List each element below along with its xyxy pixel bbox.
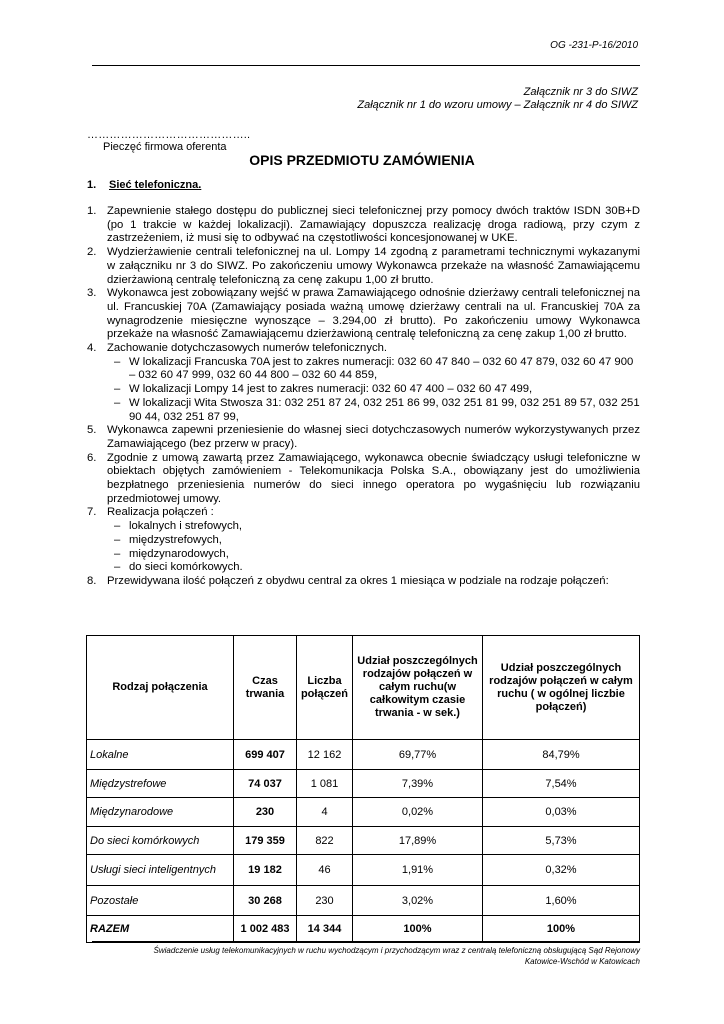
call-type-cell: Usługi sieci inteligentnych: [87, 855, 234, 886]
call-type: – międzynarodowych,: [114, 547, 229, 560]
total-label: RAZEM: [87, 916, 234, 943]
table-header-row: [87, 636, 640, 740]
call-type: – lokalnych i strefowych,: [114, 520, 243, 533]
dash-bullet: –: [114, 396, 121, 409]
table-row: [87, 770, 640, 798]
call-type-cell: Międzystrefowe: [87, 770, 234, 798]
dash-bullet: –: [114, 533, 121, 546]
header-divider: [92, 65, 640, 66]
share-time-cell: 0,02%: [353, 798, 483, 827]
share-time-cell: 17,89%: [353, 827, 483, 855]
table-row: [87, 855, 640, 886]
list-item: 2. Wydzierżawienie centrali telefonicznej na ul. Lompy 14 zgodną z parametrami technicznymi wykazanymi w załączniku nr 3 do SIWZ. Po zakończeniu umowy Wykonawca przekaże na własność Zamawiającemu dzierżawioną centralę telefoniczną za cenę zakupu 1,00 zł brutto.: [87, 246, 640, 286]
count-cell: 4: [297, 798, 353, 827]
call-type-cell: Lokalne: [87, 740, 234, 770]
document-reference: OG -231-P-16/2010: [550, 40, 638, 51]
list-item: 8. Przewidywana ilość połączeń z obydwu central za okres 1 miesiąca w podziale na rodzaje połączeń:: [87, 574, 609, 587]
dash-bullet: –: [114, 520, 121, 533]
list-item: 5. Wykonawca zapewni przeniesienie do własnej sieci dotychczasowych numerów wykorzystywanych przez Zamawiającego (bez przerw w pracy).: [87, 424, 640, 450]
count-cell: 230: [297, 886, 353, 916]
footer-line-1: Świadczenie usług telekomunikacyjnych w ruchu wychodzącym i przychodzącym wraz z centralą telefoniczną obsługującą Sąd Rejonowy: [153, 946, 640, 955]
table-row: [87, 798, 640, 827]
share-time-cell: 1,91%: [353, 855, 483, 886]
footer-line-2: Katowice-Wschód w Katowicach: [524, 956, 640, 966]
total-share-time: 100%: [353, 916, 483, 943]
dash-bullet: –: [114, 561, 121, 574]
total-time: 1 002 483: [234, 916, 297, 943]
call-type-cell: Międzynarodowe: [87, 798, 234, 827]
time-cell: 74 037: [234, 770, 297, 798]
column-header: Czas trwania: [234, 636, 297, 740]
time-cell: 230: [234, 798, 297, 827]
share-count-cell: 0,03%: [483, 798, 640, 827]
table-total-row: [87, 916, 640, 943]
share-count-cell: 5,73%: [483, 827, 640, 855]
dash-bullet: –: [114, 383, 121, 396]
share-time-cell: 7,39%: [353, 770, 483, 798]
section-label: Sieć telefoniczna.: [109, 179, 202, 191]
share-time-cell: 3,02%: [353, 886, 483, 916]
share-count-cell: 84,79%: [483, 740, 640, 770]
attachment-line-1: Załącznik nr 3 do SIWZ: [523, 86, 638, 98]
section-number: 1.: [87, 179, 97, 191]
total-count: 14 344: [297, 916, 353, 943]
stamp-dotted-line: ……………………………………..: [87, 129, 251, 141]
call-type-cell: Pozostałe: [87, 886, 234, 916]
count-cell: 12 162: [297, 740, 353, 770]
calls-table: [86, 635, 640, 943]
numbering-range: – W lokalizacji Francuska 70A jest to zakres numeracji: 032 60 47 840 – 032 60 47 879, 032 60 47 900 – 032 60 47 999, 032 60 44 800 – 032 60 44 859,: [114, 355, 634, 382]
list-item: 4. Zachowanie dotychczasowych numerów telefonicznych.: [87, 342, 388, 355]
column-header: Udział poszczególnych rodzajów połączeń w całym ruchu ( w ogólnej liczbie połączeń): [483, 636, 640, 740]
numbering-range: – W lokalizacji Wita Stwosza 31: 032 251 87 24, 032 251 86 99, 032 251 81 99, 032 251 89 57, 032 251 90 44, 032 251 87 99,: [114, 396, 640, 423]
table-row: [87, 827, 640, 855]
list-item: 1. Zapewnienie stałego dostępu do publicznej sieci telefonicznej przy pomocy dwóch traktów ISDN 30B+D (po 1 trakcie w każdej lokalizacji). Zamawiający dopuszcza realizację droga radiową, przy czym z zastrzeżeniem, iż musi się to odbywać na częstotliwości koncesjonowanej w UKE.: [87, 205, 640, 245]
page-footer: [92, 946, 640, 967]
call-type: – międzystrefowych,: [114, 533, 222, 546]
share-time-cell: 69,77%: [353, 740, 483, 770]
column-header: Rodzaj połączenia: [87, 636, 234, 740]
share-count-cell: 1,60%: [483, 886, 640, 916]
footer-divider: [92, 941, 640, 942]
section-heading: [87, 179, 201, 191]
company-stamp-label: Pieczęć firmowa oferenta: [103, 141, 227, 153]
page-title: OPIS PRZEDMIOTU ZAMÓWIENIA: [249, 152, 475, 168]
table-row: [87, 886, 640, 916]
call-type-cell: Do sieci komórkowych: [87, 827, 234, 855]
count-cell: 1 081: [297, 770, 353, 798]
list-item: 6. Zgodnie z umową zawartą przez Zamawiającego, wykonawca obecnie świadczący usługi telefoniczne w obiektach objętych zamówieniem - Telekomunikacja Polska S.A., obowiązany jest do umożliwienia bezpłatnego przeniesienia numerów do sieci innego operatora po wygaśnięciu lub rozwiązaniu przedmiotowej umowy.: [87, 451, 640, 505]
time-cell: 30 268: [234, 886, 297, 916]
list-item: 3. Wykonawca jest zobowiązany wejść w prawa Zamawiającego odnośnie dzierżawy centrali telefonicznej na ul. Francuskiej 70A (Zamawiający posiada ważną umowę dzierżawy centrali na ul. Francuskiej 70A za wynagrodzenie miesięczne wynoszące – 3.294,00 zł brutto). Po zakończeniu umowy Wykonawca przekaże na własność Zamawiającemu dzierżawioną centralę telefoniczną za cenę zakup 1,00 zł brutto.: [87, 287, 640, 341]
time-cell: 179 359: [234, 827, 297, 855]
dash-bullet: –: [114, 547, 121, 560]
column-header: Liczba połączeń: [297, 636, 353, 740]
count-cell: 46: [297, 855, 353, 886]
total-share-count: 100%: [483, 916, 640, 943]
share-count-cell: 0,32%: [483, 855, 640, 886]
share-count-cell: 7,54%: [483, 770, 640, 798]
count-cell: 822: [297, 827, 353, 855]
column-header: Udział poszczególnych rodzajów połączeń w całym ruchu(w całkowitym czasie trwania - w sek.): [353, 636, 483, 740]
time-cell: 19 182: [234, 855, 297, 886]
attachment-line-2: Załącznik nr 1 do wzoru umowy – Załącznik nr 4 do SIWZ: [357, 99, 638, 111]
list-item: 7. Realizacja połączeń :: [87, 506, 214, 519]
call-type: – do sieci komórkowych.: [114, 561, 243, 574]
table-row: [87, 740, 640, 770]
time-cell: 699 407: [234, 740, 297, 770]
dash-bullet: –: [114, 355, 121, 368]
requirements-list: [87, 205, 640, 589]
numbering-range: – W lokalizacji Lompy 14 jest to zakres numeracji: 032 60 47 400 – 032 60 47 499,: [114, 383, 533, 396]
